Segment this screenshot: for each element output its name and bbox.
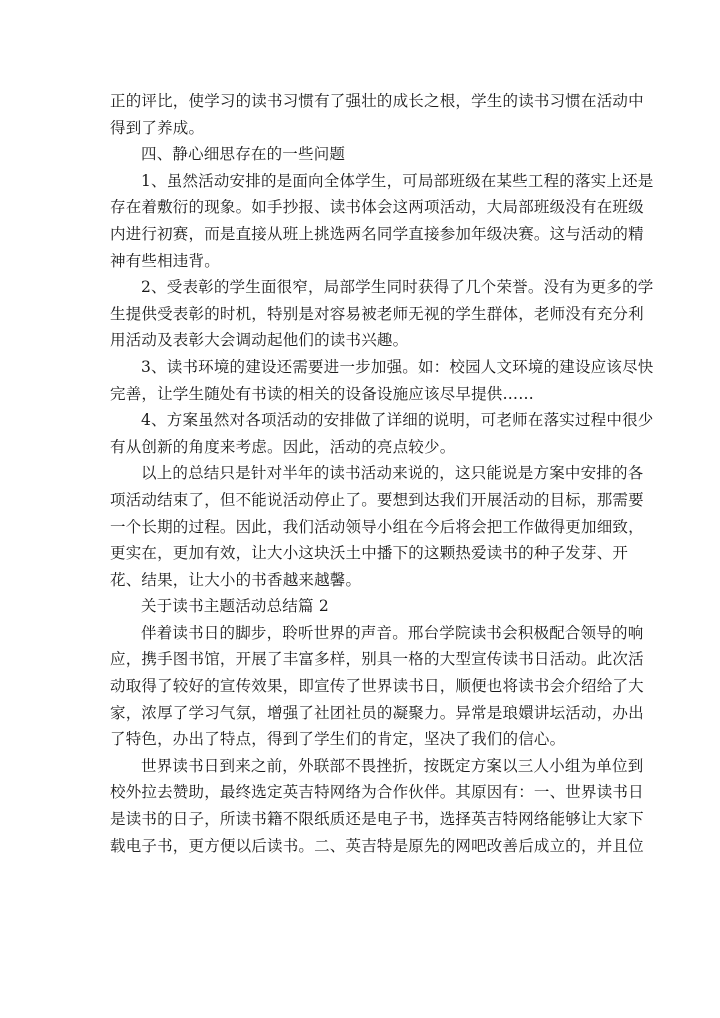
text-line: 花、结果，让大小的书香越来越馨。 — [110, 570, 362, 589]
text-line: 3、读书环境的建设还需要进一步加强。如：校园人文环境的建设应该尽快 — [141, 357, 654, 376]
text-line: 存在着敷衍的现象。如手抄报、读书体会这两项活动，大局部班级没有在班级 — [110, 198, 644, 217]
text-line: 一个长期的过程。因此，我们活动领导小组在今后将会把工作做得更加细致， — [110, 517, 644, 536]
text-line: 项活动结束了，但不能说活动停止了。要想到达我们开展活动的目标，那需要 — [110, 490, 644, 509]
text-line: 得到了养成。 — [110, 118, 205, 137]
text-line: 更实在，更加有效，让大小这块沃土中播下的这颗热爱读书的种子发芽、开 — [110, 544, 629, 563]
text-line: 用活动及表彰大会调动起他们的读书兴趣。 — [110, 331, 409, 350]
text-line: 神有些相违背。 — [110, 251, 220, 270]
text-line: 世界读书日到来之前，外联部不畏挫折，按既定方案以三人小组为单位到 — [141, 756, 644, 775]
text-line: 完善，让学生随处有书读的相关的设备设施应该尽早提供…… — [110, 384, 534, 403]
text-line: 有从创新的角度来考虑。因此，活动的亮点较少。 — [110, 437, 456, 456]
text-line: 伴着读书日的脚步，聆听世界的声音。邢台学院读书会积极配合领导的响 — [141, 623, 644, 642]
text-line: 4、方案虽然对各项活动的安排做了详细的说明，可老师在落实过程中很少 — [141, 411, 654, 430]
text-line: 正的评比，使学习的读书习惯有了强壮的成长之根，学生的读书习惯在活动中 — [110, 92, 644, 110]
text-line: 生提供受表彰的时机，特别是对容易被老师无视的学生群体，老师没有充分利 — [110, 304, 644, 323]
text-line: 动取得了较好的宣传效果，即宣传了世界读书日，顺便也将读书会介绍给了大 — [110, 677, 644, 696]
text-line: 载电子书，更方便以后读书。二、英吉特是原先的网吧改善后成立的，并且位 — [110, 836, 644, 855]
text-line: 2、受表彰的学生面很窄，局部学生同时获得了几个荣誉。没有为更多的学 — [141, 278, 654, 297]
document-body — [110, 88, 654, 859]
text-line: 家，浓厚了学习气氛，增强了社团社员的凝聚力。异常是琅嬛讲坛活动，办出 — [110, 703, 644, 722]
text-line: 是读书的日子，所读书籍不限纸质还是电子书，选择英吉特网络能够让大家下 — [110, 810, 644, 829]
text-line: 了特色，办出了特点，得到了学生们的肯定，坚决了我们的信心。 — [110, 730, 566, 749]
section-heading: 四、静心细思存在的一些问题 — [141, 145, 346, 164]
text-line: 校外拉去赞助，最终选定英吉特网络为合作伙伴。其原因有：一、世界读书日 — [110, 783, 644, 802]
text-line: 1、虽然活动安排的是面向全体学生，可局部班级在某些工程的落实上还是 — [141, 171, 654, 190]
text-line: 应，携手图书馆，开展了丰富多样，别具一格的大型宣传读书日活动。此次活 — [110, 650, 644, 669]
article-title: 关于读书主题活动总结篇 2 — [141, 597, 329, 616]
text-line: 以上的总结只是针对半年的读书活动来说的，这只能说是方案中安排的各 — [141, 464, 644, 483]
text-line: 内进行初赛，而是直接从班上挑选两名同学直接参加年级决赛。这与活动的精 — [110, 224, 644, 243]
